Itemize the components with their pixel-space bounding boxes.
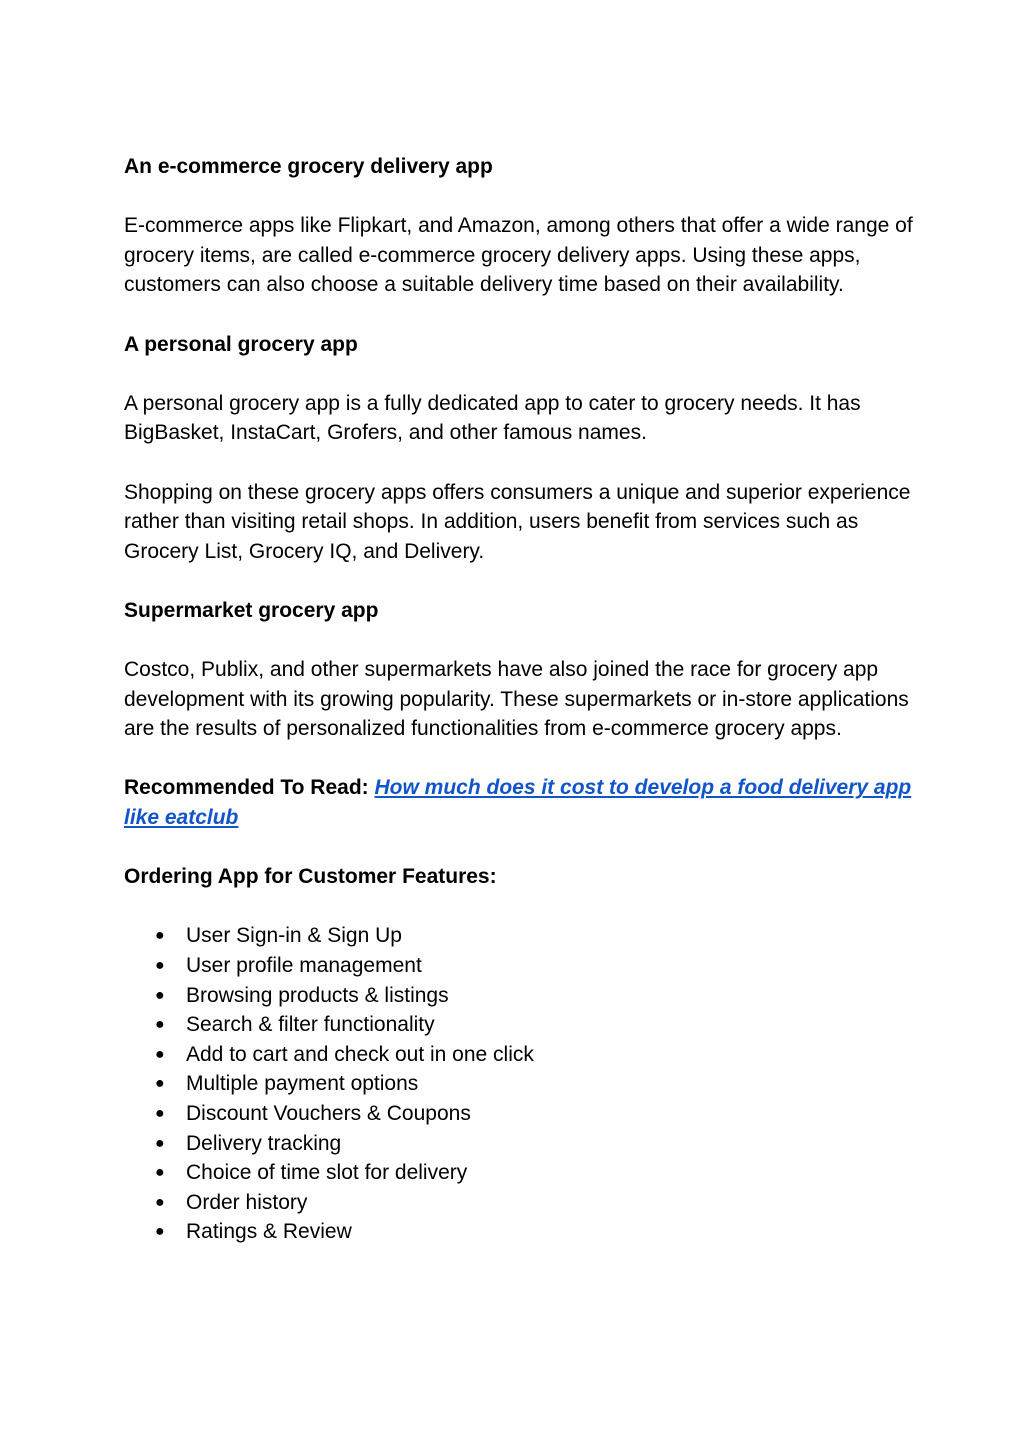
- features-list: [124, 921, 914, 1247]
- list-item-label: Browsing products & listings: [186, 983, 449, 1007]
- recommended-article-link[interactable]: How much does it cost to develop a food delivery app like eatclub: [124, 776, 912, 830]
- list-item: [124, 1188, 914, 1218]
- list-item: [124, 951, 914, 981]
- list-item-label: Multiple payment options: [186, 1072, 419, 1096]
- recommended-label: Recommended To Read:: [124, 776, 369, 800]
- bullet-icon: ●: [155, 1075, 165, 1093]
- list-item: [124, 921, 914, 951]
- list-item-label: Add to cart and check out in one click: [186, 1042, 534, 1066]
- section-heading-personal: A personal grocery app: [124, 332, 358, 356]
- recommended-read: [124, 773, 914, 832]
- list-item: [124, 1217, 914, 1247]
- list-item-label: Choice of time slot for delivery: [186, 1161, 468, 1185]
- list-item: [124, 981, 914, 1011]
- bullet-icon: ●: [155, 1105, 165, 1122]
- bullet-icon: ●: [155, 927, 165, 945]
- list-item: [124, 1069, 914, 1099]
- list-item-label: Search & filter functionality: [186, 1013, 435, 1037]
- list-item-label: Delivery tracking: [186, 1131, 342, 1155]
- bullet-icon: ●: [155, 957, 165, 975]
- bullet-icon: ●: [155, 986, 165, 1004]
- list-item-label: Ratings & Review: [186, 1220, 352, 1244]
- list-item-label: User profile management: [186, 954, 422, 978]
- list-item: [124, 1129, 914, 1159]
- bullet-icon: ●: [155, 1016, 165, 1034]
- bullet-icon: ●: [155, 1134, 165, 1152]
- list-item: [124, 1040, 914, 1070]
- section-paragraph-ecommerce: E-commerce apps like Flipkart, and Amazon, among others that offer a wide range of grocery items, are called e-commerce grocery delivery apps. Using these apps, customers can also choose a suitable delivery time based on their availability.: [124, 214, 913, 297]
- section-heading-ecommerce: An e-commerce grocery delivery app: [124, 155, 493, 178]
- section-paragraph-personal-2: Shopping on these grocery apps offers consumers a unique and superior experience rather than visiting retail shops. In addition, users benefit from services such as Grocery List, Grocery IQ, and Delivery.: [124, 480, 911, 563]
- document-page: [124, 152, 914, 1247]
- section-paragraph-personal-1: A personal grocery app is a fully dedicated app to cater to grocery needs. It has BigBasket, InstaCart, Grofers, and other famous names.: [124, 391, 861, 445]
- section-paragraph-supermarket: Costco, Publix, and other supermarkets have also joined the race for grocery app development with its growing popularity. These supermarkets or in-store applications are the results of personalized functionalities from e-commerce grocery apps.: [124, 658, 909, 741]
- list-item: [124, 1099, 914, 1129]
- list-item: [124, 1010, 914, 1040]
- features-heading: Ordering App for Customer Features:: [124, 865, 497, 889]
- bullet-icon: ●: [155, 1223, 165, 1241]
- bullet-icon: ●: [155, 1193, 165, 1211]
- section-heading-supermarket: Supermarket grocery app: [124, 598, 379, 622]
- bullet-icon: ●: [155, 1164, 165, 1182]
- bullet-icon: ●: [155, 1045, 165, 1063]
- list-item: [124, 1158, 914, 1188]
- list-item-label: Order history: [186, 1190, 308, 1214]
- list-item-label: Discount Vouchers & Coupons: [186, 1102, 471, 1125]
- list-item-label: User Sign-in & Sign Up: [186, 924, 402, 948]
